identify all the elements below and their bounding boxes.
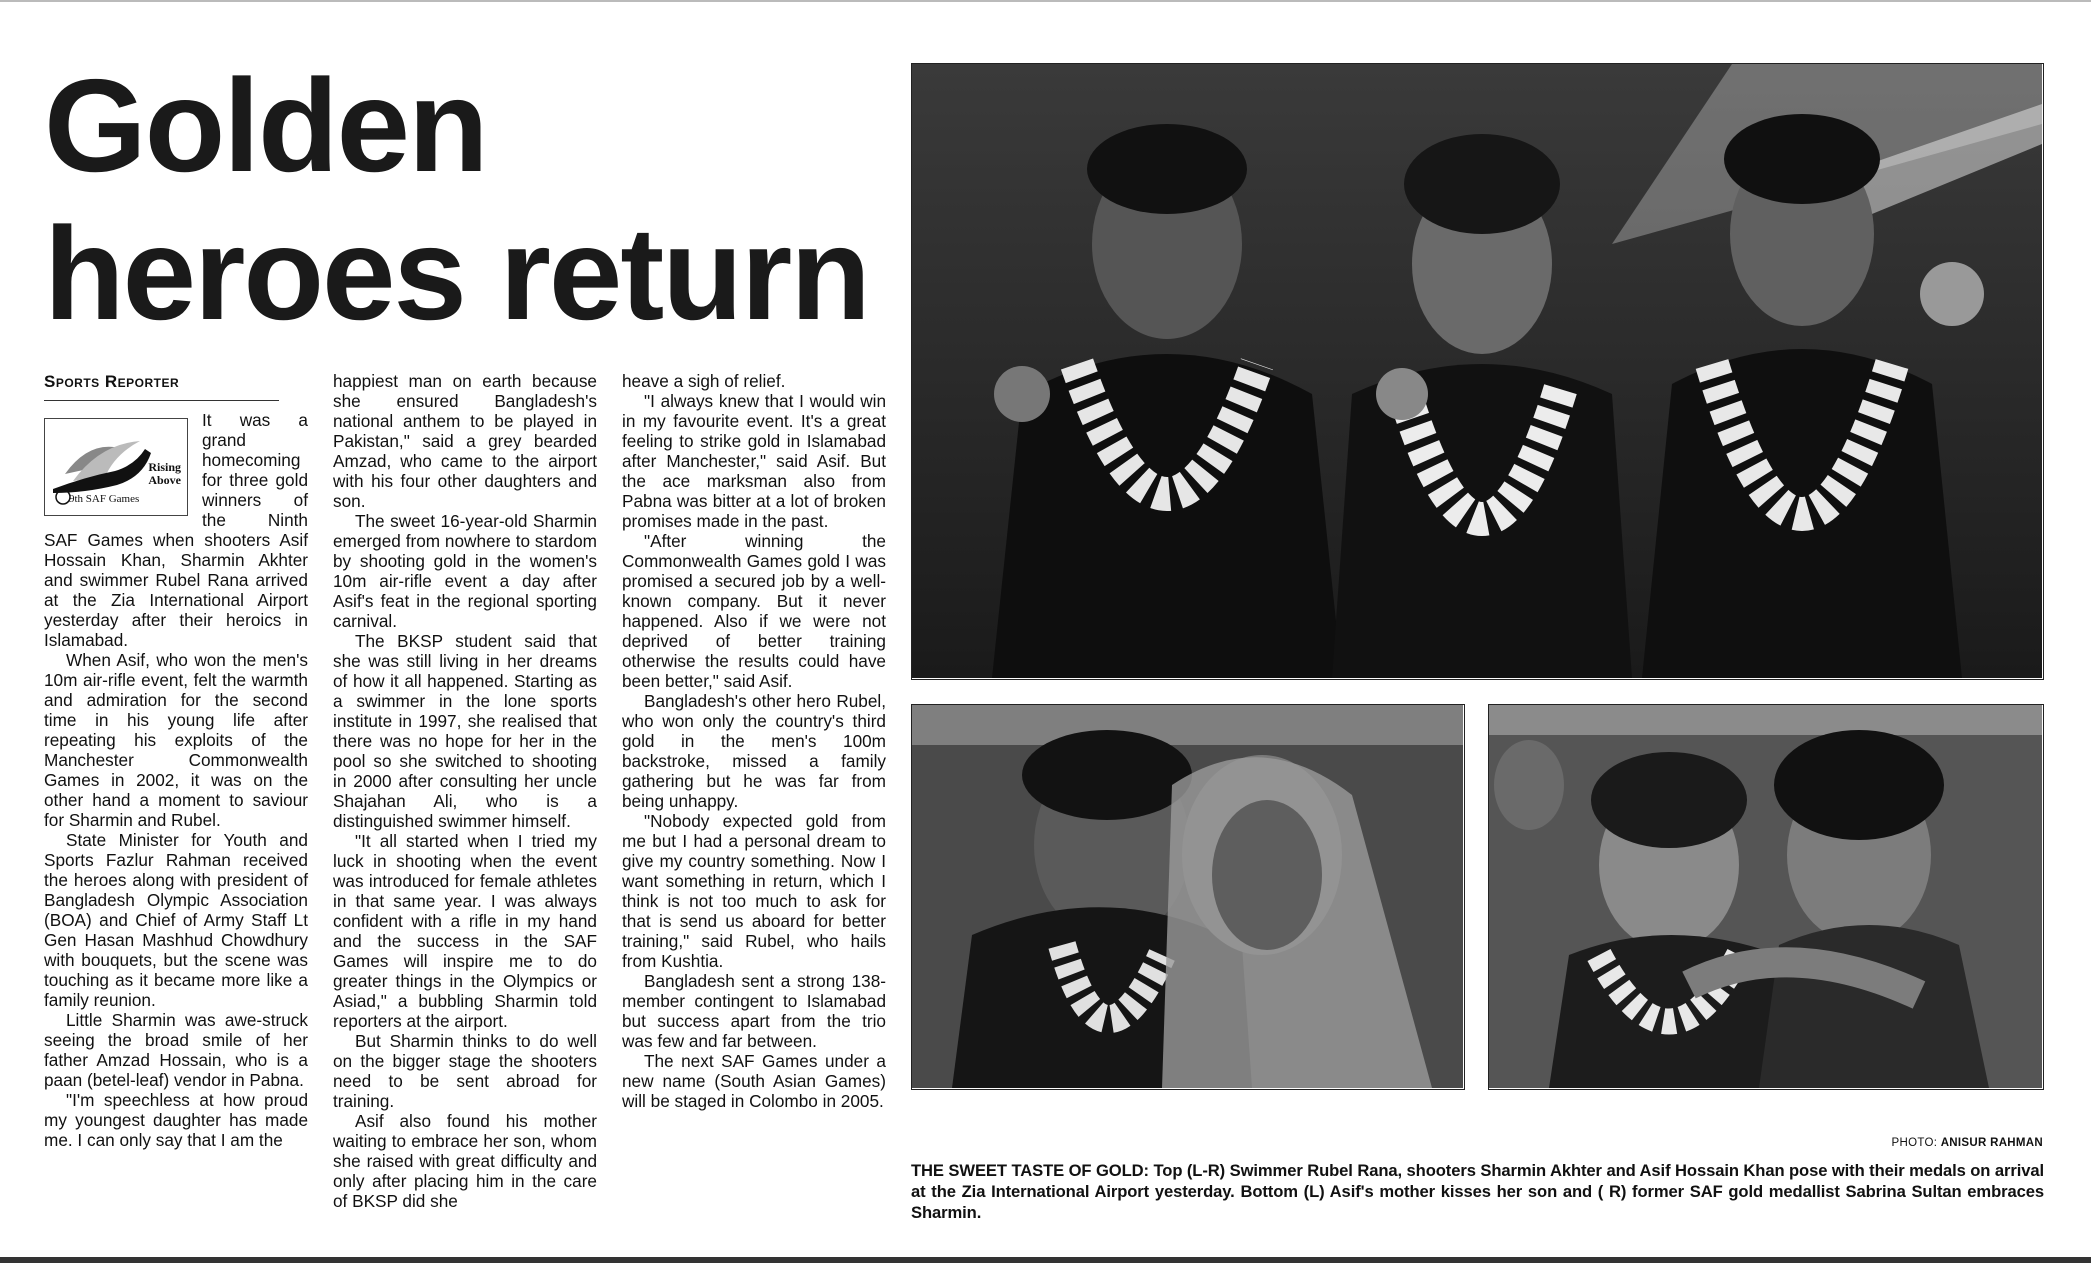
paragraph: Bangladesh's other hero Rubel, who won only the country's third gold in the men's 100m backstroke, missed a family gathering but he was far from being unhappy. bbox=[622, 691, 886, 811]
paragraph: The next SAF Games under a new name (South Asian Games) will be staged in Colombo in 2005. bbox=[622, 1051, 886, 1111]
photo-credit: PHOTO: ANISUR RAHMAN bbox=[1891, 1137, 2043, 1149]
article-column-1 bbox=[44, 410, 308, 1150]
top-rule bbox=[0, 0, 2091, 2]
article-column-3 bbox=[622, 371, 886, 1111]
paragraph: Bangladesh sent a strong 138-member contingent to Islamabad but success apart from the trio was few and far between. bbox=[622, 971, 886, 1051]
paragraph: It was a grand homecoming for three gold winners of the Ninth SAF Games when shooters Asif Hossain Khan, Sharmin Akhter and swimmer Rubel Rana arrived at the Zia International Airport yesterday after their heroics in Islamabad. bbox=[44, 410, 308, 650]
paragraph: When Asif, who won the men's 10m air-rifle event, felt the warmth and admiration for the second time in his young life after repeating his exploits of the Manchester Commonwealth Games in 2002, it was on the other hand a moment to saviour for Sharmin and Rubel. bbox=[44, 650, 308, 830]
saf-games-logo bbox=[44, 418, 188, 516]
paragraph: State Minister for Youth and Sports Fazlur Rahman received the heroes along with president of Bangladesh Olympic Association (BOA) and Chief of Army Staff Lt Gen Hasan Mashhud Chowdhury with bouquets, but the scene was touching as it became more like a family reunion. bbox=[44, 830, 308, 1010]
photo-embrace bbox=[1488, 704, 2044, 1090]
headline: Golden heroes return bbox=[44, 52, 869, 347]
paragraph: "I always knew that I would win in my favourite event. It's a great feeling to strike gold in Islamabad after Manchester," said Asif. But the ace marksman also from Pabna was bitter at a lot of broken promises made in the past. bbox=[622, 391, 886, 531]
bottom-rule bbox=[0, 1257, 2091, 1263]
byline: Sports Reporter bbox=[44, 372, 279, 401]
photo-caption: THE SWEET TASTE OF GOLD: Top (L-R) Swimmer Rubel Rana, shooters Sharmin Akhter and Asif Hossain Khan pose with their medals on arrival at the Zia International Airport yesterday. Bottom (L) Asif's mother kisses her son and ( R) former SAF gold medallist Sabrina Sultan embraces Sharmin. bbox=[911, 1161, 2044, 1222]
paragraph: Asif also found his mother waiting to embrace her son, whom she raised with great difficulty and only after placing him in the care of BKSP did she bbox=[333, 1111, 597, 1211]
paragraph: "It all started when I tried my luck in shooting when the event was introduced for female athletes in that same year. I was always confident with a rifle in my hand and the success in the SAF Games will inspire me to do greater things in the Olympics or Asiad," a bubbling Sharmin told reporters at the airport. bbox=[333, 831, 597, 1031]
paragraph: "I'm speechless at how proud my youngest daughter has made me. I can only say that I am the bbox=[44, 1090, 308, 1150]
paragraph: The sweet 16-year-old Sharmin emerged from nowhere to stardom by shooting gold in the women's 10m air-rifle event a day after Asif's feat in the regional sporting carnival. bbox=[333, 511, 597, 631]
logo-event-name: 9th SAF Games bbox=[69, 493, 140, 505]
paragraph: "Nobody expected gold from me but I had a personal dream to give my country something. Now I want something in return, which I think is not too much to ask for that is send us aboard for better training," said Rubel, who hails from Kushtia. bbox=[622, 811, 886, 971]
paragraph: heave a sigh of relief. bbox=[622, 371, 786, 391]
article-column-2 bbox=[333, 371, 597, 1211]
photo-medallists bbox=[911, 63, 2044, 680]
photo-mother-kisses-son bbox=[911, 704, 1465, 1090]
paragraph: The BKSP student said that she was still living in her dreams of how it all happened. Starting as a swimmer in the lone sports institute in 1997, she realised that there was no hope for her in the pool so she switched to shooting in 2000 after consulting her uncle Shajahan Ali, who is a distinguished swimmer himself. bbox=[333, 631, 597, 831]
paragraph: happiest man on earth because she ensured Bangladesh's national anthem to be played in Pakistan," said a grey bearded Amzad, who came to the airport with his four other daughters and son. bbox=[333, 371, 597, 511]
paragraph: Little Sharmin was awe-struck seeing the broad smile of her father Amzad Hossain, who is a paan (betel-leaf) vendor in Pabna. bbox=[44, 1010, 308, 1090]
paragraph: "After winning the Commonwealth Games gold I was promised a secured job by a well-known company. But it never happened. Also if we were not deprived of better training otherwise the results could have been better," said Asif. bbox=[622, 531, 886, 691]
paragraph: But Sharmin thinks to do well on the bigger stage the shooters need to be sent abroad for training. bbox=[333, 1031, 597, 1111]
logo-tagline: Rising Above bbox=[148, 460, 181, 487]
